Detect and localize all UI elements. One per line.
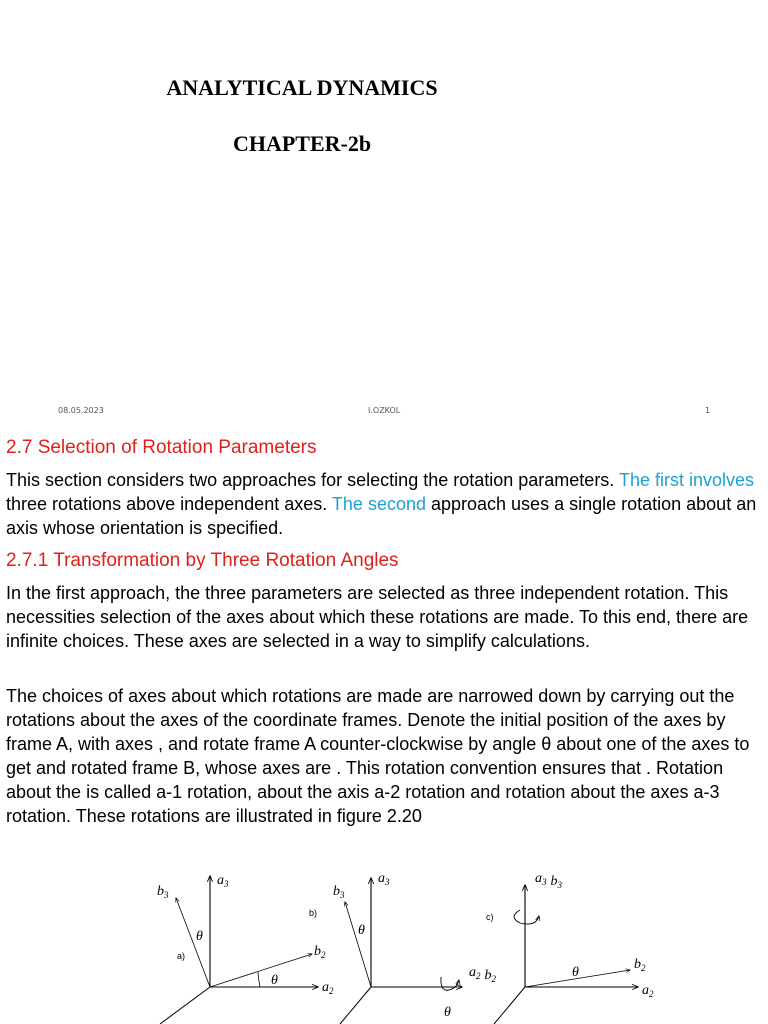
panel-b-b2-label: b [484,968,492,983]
svg-text:b2 [314,944,326,960]
panel-c-diagram [491,885,638,1024]
panel-b-b3-sub: 3 [340,890,345,900]
panel-b-a3-sub: 3 [385,877,390,887]
panel-b-label: b) [309,908,318,918]
footer-author: I.OZKOL [368,406,401,415]
panel-c-b2-label: b [634,957,641,972]
footer-date: 08.05.2023 [58,406,104,415]
panel-c-label: c) [486,912,494,922]
intro-text-1: This section considers two approaches for selecting the rotation parameters. [6,470,619,490]
panel-b-theta-top: θ [358,923,365,938]
panel-a-a3-sub: 3 [224,879,229,889]
svg-text:a2 [642,983,654,999]
panel-b-rotation-arrow [441,977,459,990]
panel-b-a2-sub: 2 [476,971,481,981]
highlight-second: The second [331,494,426,514]
panel-a-a2-sub: 2 [329,986,334,996]
panel-b-theta-bottom: θ [444,1005,451,1020]
panel-a-a1-axis [160,987,210,1024]
panel-a-b3-label: b [157,884,164,899]
panel-a-angle-arc [258,972,260,987]
intro-paragraph [6,468,764,540]
svg-text:a2b2 [469,965,497,984]
panel-c-a2-sub: 2 [649,989,654,999]
panel-a-b2-axis [210,954,312,987]
svg-text:a3 [378,871,390,887]
panel-a-diagram [160,876,318,1024]
panel-c-b3-label: b [550,874,558,889]
panel-c-b3-sub: 3 [557,880,562,890]
panel-a-b3-sub: 3 [164,890,169,900]
panel-c-a3-label: a [535,871,542,886]
slide-title: ANALYTICAL DYNAMICS [166,75,438,100]
panel-a-theta-top: θ [196,929,203,944]
chapter-title: CHAPTER-2b [232,131,372,156]
highlight-first: The first involves [618,470,755,490]
svg-text:a2 [322,980,334,996]
panel-b-b2-sub: 2 [491,974,496,984]
panel-a-b2-label: b [314,944,321,959]
panel-a-theta-bottom: θ [271,973,278,988]
panel-a-b2-sub: 2 [321,950,326,960]
subsection-heading: 2.7.1 Transformation by Three Rotation Angles [6,550,399,571]
panel-a-a2-label: a [322,980,329,995]
panel-b-b3-label: b [333,884,340,899]
panel-c-theta: θ [572,965,579,980]
panel-c-a2-label: a [642,983,649,998]
intro-text-3: approach uses a single rotation about an axis whose orientation is specified. [6,494,757,538]
panel-a-b3-axis [176,898,210,987]
first-approach-paragraph: In the first approach, the three parameters are selected as three independent rotation. This necessities selection of the axes about which these rotations are made. To this end, there are infinite choices. These axes are selected in a way to simplify calculations. [6,583,749,651]
intro-text-2: three rotations above independent axes. [6,494,332,514]
rotation-figure [0,860,768,1024]
panel-a-label: a) [177,951,186,961]
panel-c-b2-sub: 2 [641,963,646,973]
axes-choice-paragraph: The choices of axes about which rotations are made are narrowed down by carrying out the rotations about the axes of the coordinate frames. Denote the initial position of the axes by frame A, with axes , and rotate frame A counter-clockwise by angle θ about one of the axes to get and rotated frame B, whose axes are . This rotation convention ensures that . Rotation about the is called a-1 rotation, about the axis a-2 rotation and rotation about the axes a-3 rotation. These rotations are illustrated in figure 2.20 [6,686,750,826]
svg-text:a3b3 [535,871,563,890]
svg-text:b2 [634,957,646,973]
panel-c-a1-axis [494,987,525,1024]
panel-c-rotation-arrow [514,910,539,924]
svg-text:b3 [157,884,169,900]
panel-b-diagram [340,878,462,1024]
panel-b-a1-axis [340,987,371,1024]
footer-page-number: 1 [705,406,711,415]
panel-b-b3-axis [345,902,371,987]
panel-c-a3-sub: 3 [542,877,547,887]
panel-a-a3-label: a [217,873,224,888]
panel-b-a2-label: a [469,965,476,980]
panel-b-a3-label: a [378,871,385,886]
svg-text:a3 [217,873,229,889]
svg-text:b3 [333,884,345,900]
section-heading: 2.7 Selection of Rotation Parameters [6,437,317,458]
